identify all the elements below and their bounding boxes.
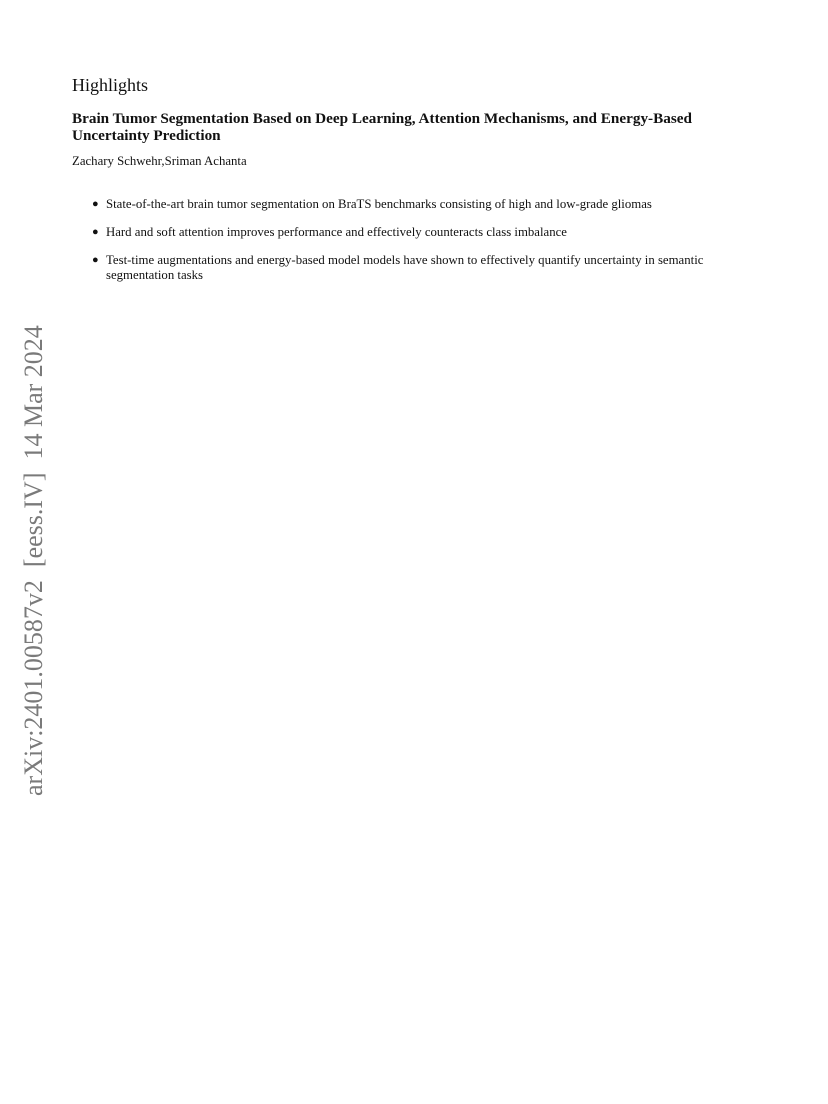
bullet-icon: ● — [92, 254, 99, 266]
bullet-icon: ● — [92, 226, 99, 238]
paper-title: Brain Tumor Segmentation Based on Deep Learning, Attention Mechanisms, and Energy-Based Uncertainty Prediction — [72, 110, 692, 144]
highlight-item — [90, 197, 762, 212]
bullet-icon: ● — [92, 198, 99, 210]
highlight-text: State-of-the-art brain tumor segmentation on BraTS benchmarks consisting of high and low-grade gliomas — [106, 197, 652, 211]
highlight-text: Hard and soft attention improves performance and effectively counteracts class imbalance — [106, 225, 567, 239]
highlight-item — [90, 225, 762, 240]
arxiv-identifier-stamp: arXiv:2401.00587v2 [eess.IV] 14 Mar 2024 — [19, 325, 48, 796]
author-list: Zachary Schwehr,Sriman Achanta — [72, 154, 247, 168]
highlights-list — [90, 197, 762, 296]
section-heading: Highlights — [72, 75, 149, 95]
highlight-item — [90, 253, 762, 283]
highlight-text: Test-time augmentations and energy-based model models have shown to effectively quantify uncertainty in semantic segmentation tasks — [106, 253, 704, 282]
